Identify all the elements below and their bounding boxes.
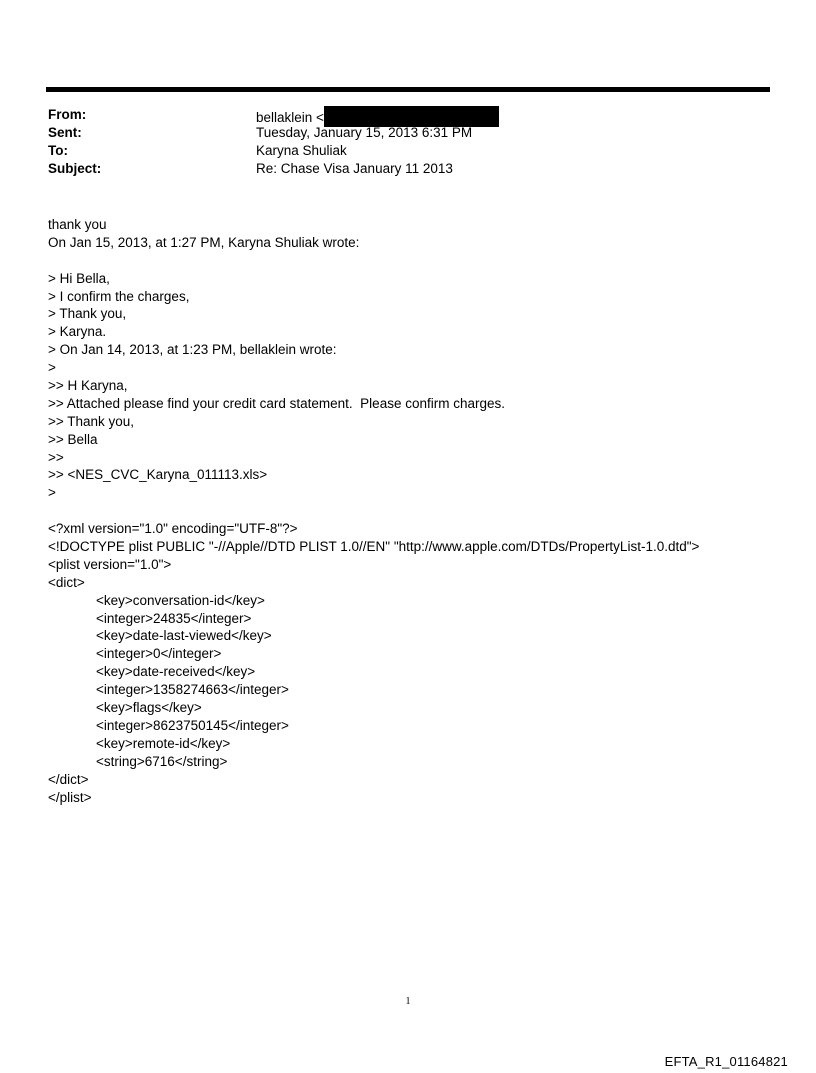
body-line: > I confirm the charges,: [48, 288, 190, 304]
subject-label: Subject:: [48, 161, 102, 176]
body-line: >> Thank you,: [48, 413, 135, 429]
to-label: To:: [48, 143, 68, 158]
body-line: > Karyna.: [48, 324, 107, 340]
body-line: >: [48, 360, 56, 376]
xml-line: <integer>0</integer>: [96, 646, 222, 662]
xml-line: <dict>: [48, 574, 85, 590]
xml-line: <?xml version="1.0" encoding="UTF-8"?>: [48, 521, 298, 537]
body-line: >> Attached please find your credit card statement. Please confirm charges.: [48, 395, 505, 411]
xml-line: <plist version="1.0">: [48, 556, 172, 572]
subject-value: Re: Chase Visa January 11 2013: [256, 161, 453, 176]
body-line: > On Jan 14, 2013, at 1:23 PM, bellaklein wrote:: [48, 342, 337, 358]
xml-line: <integer>24835</integer>: [96, 610, 252, 626]
xml-line: <key>remote-id</key>: [96, 735, 231, 751]
body-line: >> H Karyna,: [48, 378, 128, 394]
body-line: >: [48, 485, 56, 501]
body-line: > Thank you,: [48, 306, 127, 322]
from-sender: bellaklein <: [256, 110, 324, 125]
to-row: [48, 142, 748, 160]
xml-line: <key>date-last-viewed</key>: [96, 628, 272, 644]
email-header: [48, 106, 748, 178]
body-line: thank you: [48, 217, 107, 232]
from-row: [48, 106, 748, 124]
xml-line: <string>6716</string>: [96, 753, 228, 769]
body-line: >> Bella: [48, 431, 98, 447]
body-line: [48, 252, 788, 270]
from-label: From:: [48, 107, 87, 122]
document-id: EFTA_R1_01164821: [664, 1054, 788, 1069]
page-number: 1: [405, 996, 411, 1007]
xml-line: <key>date-received</key>: [96, 664, 256, 680]
xml-line: <integer>8623750145</integer>: [96, 717, 289, 733]
subject-row: [48, 160, 748, 178]
body-line: [48, 502, 788, 520]
xml-line: </plist>: [48, 789, 92, 805]
sent-label: Sent:: [48, 125, 82, 140]
xml-line: </dict>: [48, 771, 89, 787]
email-body: [48, 216, 788, 806]
body-line: >>: [48, 449, 64, 465]
xml-line: <integer>1358274663</integer>: [96, 682, 289, 698]
xml-line: <key>conversation-id</key>: [96, 592, 265, 608]
sent-row: [48, 124, 748, 142]
to-value: Karyna Shuliak: [256, 143, 347, 158]
header-rule: [46, 87, 770, 92]
body-line: On Jan 15, 2013, at 1:27 PM, Karyna Shuliak wrote:: [48, 234, 360, 250]
attachment-line: >> <NES_CVC_Karyna_011113.xls>: [48, 467, 268, 483]
sent-value: Tuesday, January 15, 2013 6:31 PM: [256, 125, 473, 140]
xml-line: <key>flags</key>: [96, 700, 202, 716]
xml-line: <!DOCTYPE plist PUBLIC "-//Apple//DTD PLIST 1.0//EN" "http://www.apple.com/DTDs/PropertyList-1.0.dtd">: [48, 539, 700, 555]
body-line: > Hi Bella,: [48, 270, 110, 286]
